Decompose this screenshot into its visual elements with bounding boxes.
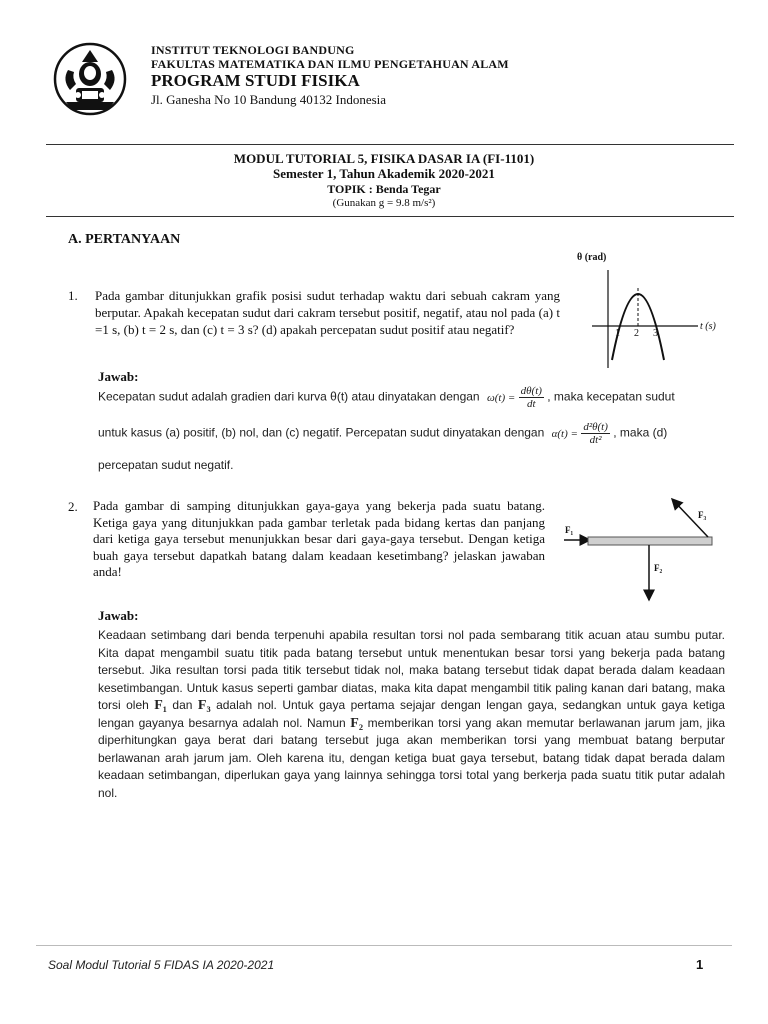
q2-answer-part-1: Keadaan setimbang dari benda terpenuhi apabila resultan torsi nol pada sembarang titik acuan atau sumbu putar. Kita dapat mengambil suatu titik pada batang tersebut untuk menentukan besar torsi yang bekerja pada batang tersebut. Jika resultan torsi pada titik tersebut tidak nol, maka batang tersebut tidak dapat berada dalam keadaan kesetimbangan. Untuk kasus seperti gambar diatas, maka kita dapat mengambil titik paling kanan dari batang, maka torsi oleh <box>98 628 725 712</box>
graph-x-label: t (s) <box>700 321 716 332</box>
module-title: MODUL TUTORIAL 5, FISIKA DASAR IA (FI-1101) <box>233 151 535 166</box>
header-divider <box>46 144 734 145</box>
graph-y-label: θ (rad) <box>577 252 607 263</box>
alpha-denominator: dt² <box>589 434 602 446</box>
program-name: PROGRAM STUDI FISIKA <box>151 71 360 90</box>
label-f3: F₃ <box>698 510 707 520</box>
q1-answer-text-1b: , maka kecepatan sudut <box>547 389 675 404</box>
q1-answer-title: Jawab: <box>98 369 139 384</box>
address: Jl. Ganesha No 10 Bandung 40132 Indonesia <box>151 92 387 107</box>
q2-text: Pada gambar di samping ditunjukkan gaya-gaya yang bekerja pada suatu batang. Ketiga gaya yang ditunjukkan pada gambar terletak pada bidang kertas dan panjang dari ketiga gaya tersebut menunjukkan besar dari gaya-gaya tersebut. Dengan ketiga buah gaya tersebut dapatkah batang dalam keadaan kesetimbang? jelaskan jawaban anda! <box>93 498 545 579</box>
label-f2: F₂ <box>654 563 663 573</box>
footer-divider <box>36 945 732 946</box>
q1-answer-line2 <box>98 421 728 446</box>
graph-tick-3: 3 <box>653 328 658 339</box>
angle-time-graph <box>572 250 732 370</box>
q1-number: 1. <box>68 288 78 303</box>
force-f2-symbol: F₂ <box>350 715 364 731</box>
topic: TOPIK : Benda Tegar <box>327 182 441 196</box>
q1-answer-text-2a: untuk kasus (a) positif, (b) nol, dan (c) negatif. Percepatan sudut dinyatakan dengan <box>98 425 545 440</box>
q2-answer-title: Jawab: <box>98 608 139 623</box>
itb-logo <box>52 40 128 118</box>
q2-answer-part-3: memberikan torsi yang akan memutar berlawanan jarum jam, jika diperhitungkan gaya berat dari batang tersebut juga akan memberikan torsi yang membuat batang berputar berlawanan arah jarum jam. Oleh karena itu, dengan ketiga buat gaya tersebut, batang tidak dapat berada dalam keadaan setimbangan, diperlukan gaya yang lainnya sehingga torsi total yang berkerja pada suatu titik putar adalah nol. <box>98 715 725 800</box>
force-f1-symbol: F₁ <box>154 698 167 713</box>
semester: Semester 1, Tahun Akademik 2020-2021 <box>273 166 495 181</box>
omega-denominator: dt <box>526 398 536 410</box>
institute-name: INSTITUT TEKNOLOGI BANDUNG <box>151 43 355 57</box>
faculty-name: FAKULTAS MATEMATIKA DAN ILMU PENGETAHUAN ALAM <box>151 57 509 71</box>
footer-text: Soal Modul Tutorial 5 FIDAS IA 2020-2021 <box>48 958 275 972</box>
q1-answer-line3: percepatan sudut negatif. <box>98 458 234 472</box>
alpha-fraction <box>581 421 610 446</box>
q2-and: dan <box>172 698 193 712</box>
gravity-note: (Gunakan g = 9.8 m/s²) <box>332 197 436 209</box>
graph-tick-1: 1 <box>615 328 620 339</box>
force-diagram <box>560 490 730 608</box>
q1-answer-text-2b: , maka (d) <box>613 425 668 440</box>
force-f3-symbol: F₃ <box>197 698 211 713</box>
title-divider <box>46 216 734 217</box>
section-heading: A. PERTANYAAN <box>68 232 181 247</box>
q1-answer-text-1a: Kecepatan sudut adalah gradien dari kurva θ(t) atau dinyatakan dengan <box>98 389 480 404</box>
graph-tick-2: 2 <box>634 328 639 339</box>
q2-answer-body <box>98 627 725 802</box>
page-number: 1 <box>696 957 704 972</box>
q1-answer-line1 <box>98 385 718 410</box>
q1-text: Pada gambar ditunjukkan grafik posisi sudut terhadap waktu dari sebuah cakram yang berputar. Apakah kecepatan sudut dari cakram tersebut positif, negatif, atau nol pada (a) t =1 s, (b) t = 2 s, dan (c) t = 3 s? (d) apakah percepatan sudut positif atau negatif? <box>95 288 560 337</box>
q2-answer-part-2: adalah nol. Untuk gaya pertama sejajar dengan lengan gaya, sedangkan untuk gaya ketiga lengan gayanya besarnya adalah nol. Namun <box>98 698 725 730</box>
alpha-numerator: d²θ(t) <box>583 421 608 433</box>
label-f1: F₁ <box>565 525 574 535</box>
omega-numerator: dθ(t) <box>520 385 542 397</box>
omega-lhs: ω(t) = <box>486 391 516 404</box>
q2-number: 2. <box>68 499 78 514</box>
rod <box>588 537 712 545</box>
alpha-lhs: α(t) = <box>551 427 578 440</box>
omega-fraction <box>519 385 544 410</box>
